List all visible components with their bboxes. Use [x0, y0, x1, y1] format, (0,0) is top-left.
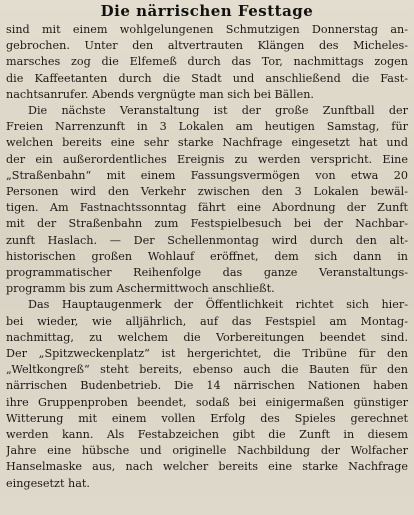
text-line: Die nächste Veranstaltung ist der große Zunftball der: [28, 104, 408, 118]
text-line: die Kaffeetanten durch die Stadt und anschließend die Fast-: [6, 71, 408, 85]
article-body: [6, 22, 408, 492]
text-line: programmatischer Reihenfolge das ganze Veranstaltungs-: [6, 266, 408, 280]
text-line: Hanselmaske aus, nach welcher bereits eine starke Nachfrage: [6, 460, 408, 474]
text-line: Witterung mit einem vollen Erfolg des Spieles gerechnet: [6, 411, 408, 425]
article-paragraph: [6, 297, 408, 491]
text-line: nachtsanrufer. Abends vergnügte man sich bei Bällen.: [6, 87, 314, 101]
article-paragraph: [6, 103, 408, 297]
text-line: werden kann. Als Festabzeichen gibt die Zunft in diesem: [6, 428, 408, 442]
text-line: tigen. Am Fastnachtssonntag fährt eine Abordnung der Zunft: [6, 201, 408, 215]
text-line: bei wieder, wie alljährlich, auf das Festspiel am Montag-: [6, 314, 408, 328]
text-line: närrischen Budenbetrieb. Die 14 närrischen Nationen haben: [6, 379, 408, 393]
text-line: ihre Gruppenproben beendet, sodaß bei einigermaßen günstiger: [6, 395, 408, 409]
text-line: Freien Narrenzunft in 3 Lokalen am heutigen Samstag, für: [6, 120, 408, 134]
text-line: programm bis zum Aschermittwoch anschließt.: [6, 282, 275, 296]
text-line: Jahre eine hübsche und originelle Nachbildung der Wolfacher: [6, 444, 408, 458]
text-line: zunft Haslach. — Der Schellenmontag wird durch den alt-: [6, 233, 408, 247]
text-line: der ein außerordentliches Ereignis zu werden verspricht. Eine: [6, 152, 408, 166]
text-line: historischen großen Wohlauf eröffnet, dem sich dann in: [6, 249, 408, 263]
text-line: gebrochen. Unter den altvertrauten Klängen des Micheles-: [6, 39, 408, 53]
text-line: Personen wird den Verkehr zwischen den 3 Lokalen bewäl-: [6, 185, 408, 199]
text-line: eingesetzt hat.: [6, 476, 90, 490]
text-line: „Weltkongreß“ steht bereits, ebenso auch die Bauten für den: [6, 363, 408, 377]
text-line: marsches zog die Elfemeß durch das Tor, nachmittags zogen: [6, 55, 408, 69]
text-line: Der „Spitzweckenplatz“ ist hergerichtet, die Tribüne für den: [6, 347, 408, 361]
article-title: Die närrischen Festtage: [100, 2, 314, 20]
text-line: mit der Straßenbahn zum Festspielbesuch bei der Nachbar-: [6, 217, 408, 231]
text-line: nachmittag, zu welchem die Vorbereitungen beendet sind.: [6, 330, 408, 344]
text-line: „Straßenbahn“ mit einem Fassungsvermögen von etwa 20: [6, 168, 408, 182]
text-line: sind mit einem wohlgelungenen Schmutzigen Donnerstag an-: [6, 23, 408, 36]
article-paragraph: [6, 22, 408, 103]
text-line: welchen bereits eine sehr starke Nachfrage eingesetzt hat und: [6, 136, 408, 150]
text-line: Das Hauptaugenmerk der Öffentlichkeit richtet sich hier-: [28, 298, 408, 312]
